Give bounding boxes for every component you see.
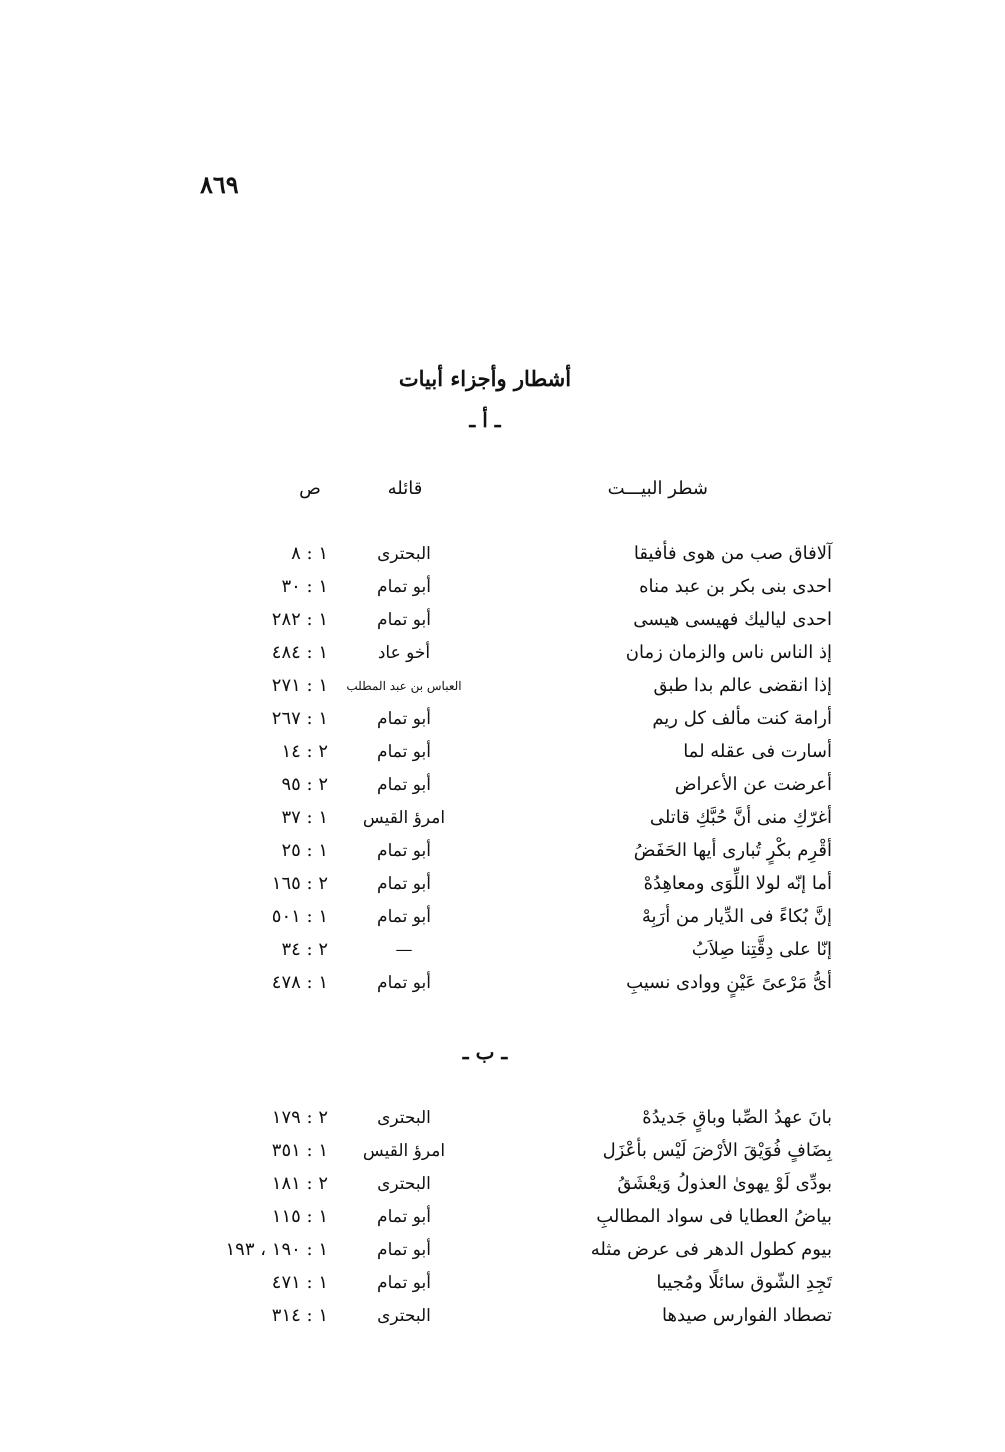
verse-text: إذا انقضى عالم بدا طبق bbox=[653, 675, 832, 696]
poet-name: أبو تمام bbox=[377, 841, 431, 861]
poet-name: أخو عاد bbox=[377, 643, 431, 663]
verse-text: بيوم كطول الدهر فى عرض مثله bbox=[590, 1239, 832, 1260]
verse-text: تَجِدِ الشّوق سائلًا ومُجيبا bbox=[656, 1272, 832, 1293]
index-row bbox=[0, 1137, 1005, 1170]
index-row bbox=[0, 1236, 1005, 1269]
verse-text: بياضُ العطايا فى سواد المطالبِ bbox=[596, 1206, 832, 1227]
page-reference: ١ : ١٩٠ ، ١٩٣ bbox=[225, 1239, 328, 1260]
verse-text: أسارت فى عقله لما bbox=[683, 741, 832, 762]
poet-name: البحترى bbox=[377, 1306, 431, 1326]
page-reference: ٢ : ٩٥ bbox=[281, 774, 328, 795]
index-row bbox=[0, 936, 1005, 969]
page-reference: ٢ : ١٤ bbox=[281, 741, 328, 762]
verse-text: بِضَافٍ فُوَيْقَ الأرْضَ لَيْس بأعْزَل bbox=[602, 1140, 832, 1161]
verse-text: بودِّى لَوْ يهوىٰ العذولُ وَيعْشَقُ bbox=[617, 1173, 832, 1194]
page-reference: ٢ : ١٦٥ bbox=[271, 873, 328, 894]
index-row bbox=[0, 903, 1005, 936]
verse-text: أغرّكِ منى أنَّ حُبَّكِ قاتلى bbox=[649, 807, 832, 828]
poet-name: البحترى bbox=[377, 1174, 431, 1194]
index-row bbox=[0, 1203, 1005, 1236]
verse-text: أرامة كنت مألف كل ريم bbox=[652, 708, 832, 729]
page-reference: ١ : ٢٨٢ bbox=[271, 609, 328, 630]
verse-text: أىُّ مَرْعىً عَيْنٍ ووادى نسيبِ bbox=[626, 972, 832, 993]
index-list-ba bbox=[0, 1104, 1005, 1335]
page-reference: ١ : ٤٧٨ bbox=[271, 972, 328, 993]
index-row bbox=[0, 1302, 1005, 1335]
index-row bbox=[0, 1170, 1005, 1203]
verse-text: أعرضت عن الأعراض bbox=[674, 774, 832, 795]
page-reference: ١ : ٢٦٧ bbox=[271, 708, 328, 729]
page-number: ٨٦٩ bbox=[200, 170, 239, 199]
index-row bbox=[0, 804, 1005, 837]
poet-name: أبو تمام bbox=[377, 742, 431, 762]
poet-name: أبو تمام bbox=[377, 1240, 431, 1260]
page-reference: ٢ : ١٧٩ bbox=[271, 1107, 328, 1128]
page-reference: ١ : ٢٧١ bbox=[271, 675, 328, 696]
index-row bbox=[0, 738, 1005, 771]
page-reference: ١ : ٣٥١ bbox=[271, 1140, 328, 1161]
page-reference: ١ : ٥٠١ bbox=[271, 906, 328, 927]
poet-name: أبو تمام bbox=[377, 610, 431, 630]
page-reference: ٢ : ١٨١ bbox=[271, 1173, 328, 1194]
header-poet: قائله bbox=[387, 478, 423, 499]
section-heading-ba: ـ ب ـ bbox=[462, 1040, 508, 1064]
page-reference: ١ : ٣٠ bbox=[281, 576, 328, 597]
index-row bbox=[0, 573, 1005, 606]
header-verse: شطر البيـــت bbox=[607, 478, 708, 499]
index-row bbox=[0, 606, 1005, 639]
header-page: ص bbox=[299, 478, 321, 499]
index-row bbox=[0, 672, 1005, 705]
poet-name: امرؤ القيس bbox=[362, 808, 446, 828]
index-row bbox=[0, 837, 1005, 870]
page-reference: ١ : ٢٥ bbox=[281, 840, 328, 861]
poet-name: العباس بن عبد المطلب bbox=[346, 679, 462, 693]
verse-text: أما إنّه لولا اللِّوَى ومعاهِدُهْ bbox=[643, 873, 832, 894]
poet-name: امرؤ القيس bbox=[362, 1141, 446, 1161]
index-row bbox=[0, 969, 1005, 1002]
index-row bbox=[0, 1104, 1005, 1137]
verse-text: أقْرِم بكْرٍ تُبارى أيها الحَفَضُ bbox=[633, 840, 832, 861]
poet-name: أبو تمام bbox=[377, 973, 431, 993]
index-list-alif bbox=[0, 540, 1005, 1002]
poet-name: — bbox=[395, 940, 413, 960]
page-reference: ١ : ١١٥ bbox=[271, 1206, 328, 1227]
verse-text: إذ الناس ناس والزمان زمان bbox=[625, 642, 832, 663]
page-reference: ٢ : ٣٤ bbox=[281, 939, 328, 960]
poet-name: البحترى bbox=[377, 1108, 431, 1128]
verse-text: تصطاد الفوارس صيدها bbox=[661, 1305, 832, 1326]
index-row bbox=[0, 540, 1005, 573]
verse-text: إنَّ بُكاءً فى الدِّيار من أرَبِهْ bbox=[641, 906, 832, 927]
verse-text: احدى بنى بكر بن عبد مناه bbox=[639, 576, 832, 597]
section-heading-alif: ـ أ ـ bbox=[469, 408, 501, 432]
page-reference: ١ : ٨ bbox=[291, 543, 328, 564]
poet-name: أبو تمام bbox=[377, 1207, 431, 1227]
verse-text: احدى لياليك فهيسى هيسى bbox=[633, 609, 832, 630]
page-reference: ١ : ٣٧ bbox=[281, 807, 328, 828]
poet-name: أبو تمام bbox=[377, 775, 431, 795]
poet-name: أبو تمام bbox=[377, 709, 431, 729]
verse-text: إنّا على دِقَّتِنا صِلاَبُ bbox=[691, 939, 832, 960]
index-row bbox=[0, 1269, 1005, 1302]
index-row bbox=[0, 639, 1005, 672]
page-reference: ١ : ٤٧١ bbox=[271, 1272, 328, 1293]
index-row bbox=[0, 771, 1005, 804]
page-reference: ١ : ٤٨٤ bbox=[271, 642, 328, 663]
poet-name: أبو تمام bbox=[377, 1273, 431, 1293]
verse-text: آلافاق صب من هوى فأفيقا bbox=[633, 543, 832, 564]
page-title: أشطار وأجزاء أبيات bbox=[398, 366, 572, 391]
poet-name: أبو تمام bbox=[377, 577, 431, 597]
verse-text: بانَ عهدُ الصِّبا وباقٍ جَديدُهْ bbox=[642, 1107, 832, 1128]
poet-name: أبو تمام bbox=[377, 874, 431, 894]
poet-name: أبو تمام bbox=[377, 907, 431, 927]
index-row bbox=[0, 705, 1005, 738]
poet-name: البحترى bbox=[377, 544, 431, 564]
page-reference: ١ : ٣١٤ bbox=[271, 1305, 328, 1326]
index-row bbox=[0, 870, 1005, 903]
